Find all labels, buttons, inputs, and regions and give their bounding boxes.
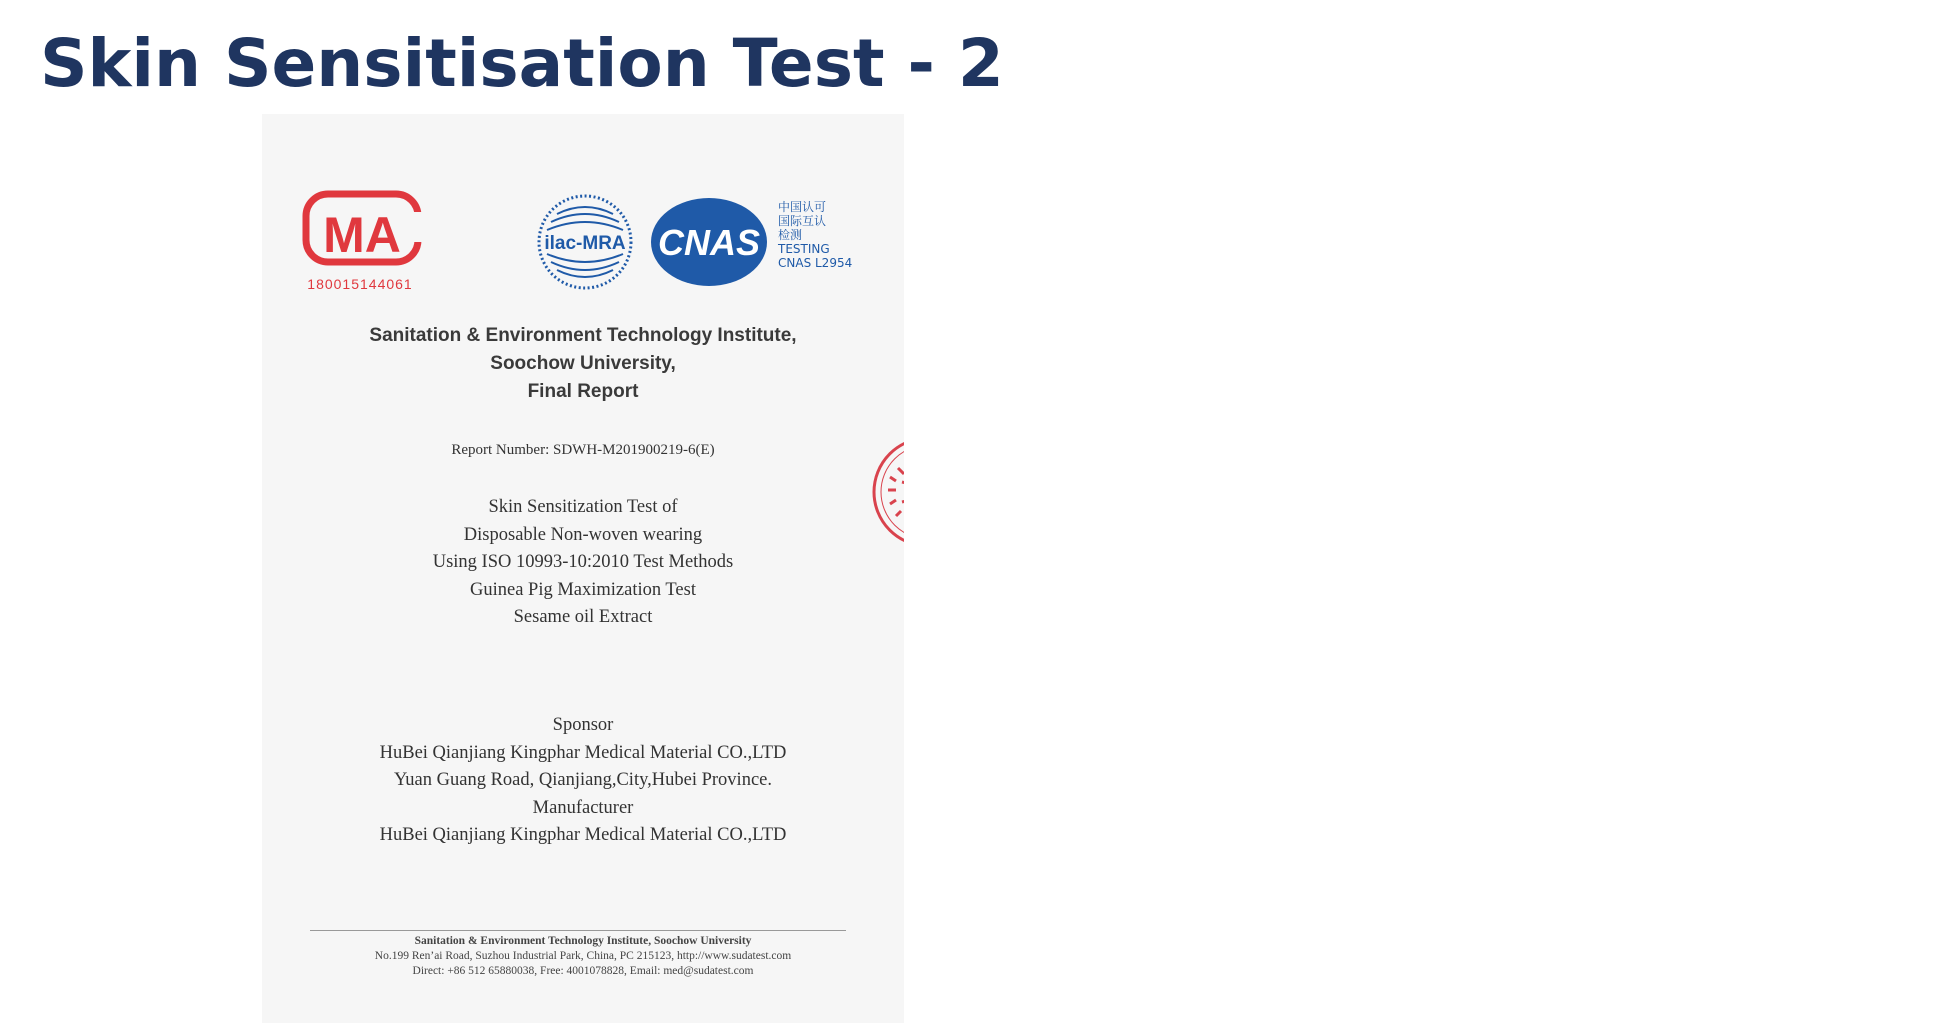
ilac-mark: ilac-MRA: [544, 233, 626, 254]
sponsor-label: Sponsor: [552, 715, 614, 735]
report-type: Final Report: [527, 381, 639, 402]
test-title-line: Using ISO 10993-10:2010 Test Methods: [432, 552, 734, 572]
footer-contact: Direct: +86 512 65880038, Free: 4001078828, Email: med@sudatest.com: [412, 965, 754, 977]
cma-mark: MA: [323, 207, 401, 263]
test-title-line: Sesame oil Extract: [513, 607, 653, 627]
red-seal-stamp: [868, 432, 904, 552]
cma-logo: [302, 190, 424, 298]
cnas-logo: [648, 194, 770, 290]
institute-line: Soochow University,: [490, 353, 676, 374]
sponsor-name: HuBei Qianjiang Kingphar Medical Material CO.,LTD: [379, 742, 787, 763]
footer-address: No.199 Ren’ai Road, Suzhou Industrial Park, China, PC 215123, http://www.sudatest.com: [374, 950, 792, 962]
test-title-line: Guinea Pig Maximization Test: [470, 579, 696, 600]
report-cover-page: [262, 114, 904, 1023]
test-title: [262, 494, 904, 632]
cnas-mark: CNAS: [657, 222, 761, 263]
document-footer: [262, 934, 904, 979]
sponsor-section: [262, 712, 904, 850]
cnas-accreditation-text: [778, 200, 898, 270]
cnas-line: 中国认可: [778, 200, 827, 214]
cma-number: 180015144061: [307, 276, 413, 292]
manufacturer-name: HuBei Qianjiang Kingphar Medical Material CO.,LTD: [379, 825, 787, 845]
footer-institute: Sanitation & Environment Technology Institute, Soochow University: [414, 935, 752, 947]
test-title-line: Skin Sensitization Test of: [488, 497, 678, 517]
sponsor-address: Yuan Guang Road, Qianjiang,City,Hubei Province.: [394, 770, 772, 790]
cnas-line: TESTING: [778, 242, 830, 256]
cnas-line: 检测: [778, 228, 803, 242]
report-number: Report Number: SDWH-M201900219-6(E): [451, 442, 715, 458]
institute-heading: [262, 322, 904, 406]
manufacturer-label: Manufacturer: [532, 797, 634, 818]
test-title-line: Disposable Non-woven wearing: [463, 524, 703, 545]
footer-divider: [310, 930, 846, 931]
cnas-line: CNAS L2954: [778, 256, 853, 270]
slide-title: Skin Sensitisation Test - 2: [40, 25, 1004, 102]
ilac-mra-logo: [535, 192, 635, 292]
institute-line: Sanitation & Environment Technology Institute,: [369, 325, 797, 346]
cnas-line: 国际互认: [778, 214, 827, 228]
